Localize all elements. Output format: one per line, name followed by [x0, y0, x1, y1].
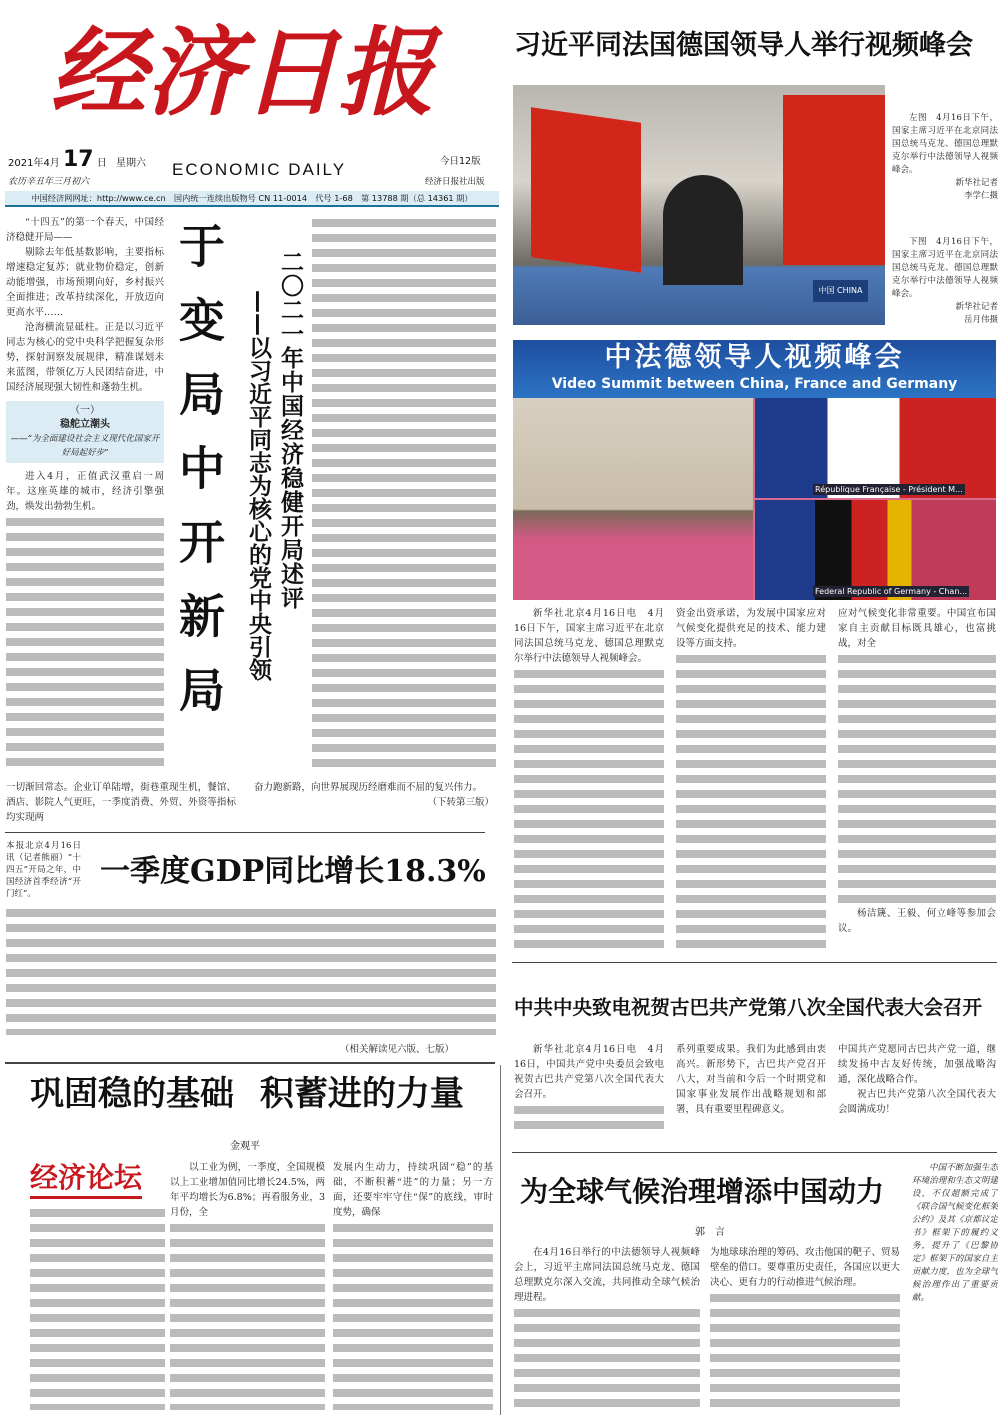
info-bar-text: 中国经济网网址：http://www.ce.cn 国内统一连续出版物号 CN 11-0014 代号 1-68 第 13788 期（总 14361 期）	[31, 193, 473, 203]
gdp-lead-text: 本报北京4月16日讯（记者熊丽）“十四五”开局之年，中国经济首季经济“开门红”。	[6, 841, 81, 899]
lead-paragraph: 剔除去年低基数影响，主要指标增速稳定复苏；就业物价稳定，创新动能增强，市场预期向好，乡村振兴全面推进；改革持续深化，开放迈向更高水平……	[6, 247, 164, 318]
cuba-headline: 中共中央致电祝贺古巴共产党第八次全国代表大会召开	[514, 996, 983, 1019]
forum-column-label: 经济论坛	[30, 1160, 142, 1199]
page-count: 今日12版	[440, 156, 481, 167]
climate-sidebar	[912, 1162, 998, 1412]
masthead-logo: 经济日报	[50, 16, 434, 129]
cuba-paragraph: 新华社北京4月16日电 4月16日，中国共产党中央委员会致电祝贺古巴共产党第八次全国代表大会召开。	[514, 1044, 664, 1100]
summit-attendees: 杨洁篪、王毅、何立峰等参加会议。	[838, 908, 996, 934]
summit-photo-2	[513, 340, 996, 600]
banner-subtitle: Video Summit between China, France and Germany	[551, 376, 958, 392]
germany-panel	[755, 500, 996, 600]
section-box	[6, 401, 164, 463]
divider	[5, 1062, 495, 1064]
forum-paragraph: 发展内生动力，持续巩固“稳”的基础，不断积蓄“进”的力量；另一方面，还要牢牢守住“保”的底线，审时度势，确保	[333, 1162, 493, 1218]
caption-credit: 新华社记者	[955, 302, 998, 312]
forum-paragraph: 以工业为例，一季度，全国规模以上工业增加值同比增长24.5%，两年平均增长为6.8%；再看服务业，3月份，全	[170, 1162, 325, 1218]
summit-headline: 习近平同法国德国领导人举行视频峰会	[514, 26, 996, 66]
forum-author: 金观平	[230, 1141, 260, 1152]
lead-paragraph: 进入4月，正值武汉重启一周年。这座英雄的城市，经济引擎强劲，焕发出勃勃生机。	[6, 471, 164, 512]
photo-caption-2	[892, 236, 998, 327]
climate-sidebar-text: 中国不断加强生态环境治理和生态文明建设，不仅超额完成了《联合国气候变化框架公约》及其《京都议定书》框架下的履约义务，提升了《巴黎协定》框架下的国家自主贡献力度，也为全球气候治理作出了重要贡献。	[912, 1163, 998, 1303]
climate-author: 郭言	[695, 1227, 735, 1238]
section-title: 稳舵立潮头	[60, 419, 110, 430]
photo-caption-1	[892, 112, 998, 203]
column-divider	[500, 1065, 501, 1415]
cuba-paragraph: 中国共产党愿同古巴共产党一道，继续发扬中古友好传统，加强战略沟通，深化战略合作。	[838, 1044, 996, 1085]
date-suffix: 日	[96, 158, 107, 169]
lead-paragraph: 沧海横流显砥柱。正是以习近平同志为核心的党中央科学把握复杂形势，探射洞察发展规律，精准谋划未来蓝图，带领亿万人民团结奋进，中国经济展现强大韧性和蓬勃生机。	[6, 322, 164, 393]
gdp-continued: （相关解读见六版、七版）	[340, 1044, 455, 1055]
body-text-lines	[6, 514, 164, 770]
body-text-lines	[514, 666, 664, 951]
summit-col-2	[676, 606, 826, 951]
nameplate: 中国 CHINA	[813, 280, 868, 302]
lead-intro: “十四五”的第一个春天，中国经济稳健开局——	[6, 217, 164, 243]
section-subtitle: ——“为全面建设社会主义现代化国家开好局起好步”	[10, 434, 160, 458]
weekday: 星期六	[116, 158, 146, 169]
label-france: République Française - Président M...	[815, 485, 963, 494]
divider	[5, 832, 485, 833]
climate-headline: 为全球气候治理增添中国动力	[520, 1175, 885, 1208]
forum-left-body	[30, 1205, 165, 1410]
divider	[512, 962, 997, 963]
banner-title: 中法德领导人视频峰会	[604, 342, 905, 373]
summit-col-1	[514, 606, 664, 951]
cuba-paragraph: 祝古巴共产党第八次全国代表大会圆满成功！	[838, 1089, 996, 1115]
caption-text: 下图 4月16日下午，国家主席习近平在北京同法国总统马克龙、德国总理默克尔举行中法德领导人视频峰会。	[892, 237, 998, 299]
speaker	[663, 175, 743, 285]
summit-photo-1	[513, 85, 885, 325]
climate-col-1	[514, 1245, 700, 1413]
summit-paragraph: 应对气候变化非常重要。中国宣布国家自主贡献目标既具雄心，也富挑战，对全	[838, 608, 996, 649]
caption-credit: 新华社记者	[955, 178, 998, 188]
cuba-col-1	[514, 1042, 664, 1142]
china-room	[513, 398, 753, 600]
forum-col-3	[333, 1160, 493, 1410]
summit-banner	[513, 340, 996, 398]
body-text-lines	[676, 651, 826, 951]
lunar-date: 农历辛丑年三月初六	[8, 177, 90, 187]
caption-credit: 李学仁摄	[963, 191, 998, 201]
flag-right	[783, 95, 885, 265]
caption-credit: 岳月伟摄	[963, 315, 998, 325]
summit-paragraph: 资金出资承诺，为发展中国家应对气候变化提供充足的技术、能力建设等方面支持。	[676, 608, 826, 649]
body-text-lines	[333, 1220, 493, 1410]
body-text-lines	[170, 1220, 325, 1410]
france-panel	[755, 398, 996, 498]
lead-right-columns	[312, 215, 496, 770]
flag-left	[531, 107, 641, 272]
section-number: （一）	[70, 405, 100, 416]
lead-left-column	[6, 215, 164, 770]
divider	[512, 1152, 997, 1153]
continued-note: （下转第三版）	[427, 797, 494, 808]
body-text-lines	[514, 1305, 700, 1413]
cuba-col-3	[838, 1042, 996, 1147]
summit-paragraph: 新华社北京4月16日电 4月16日下午，国家主席习近平在北京同法国总统马克龙、德国总理默克尔举行中法德领导人视频峰会。	[514, 608, 664, 664]
gdp-body	[6, 905, 496, 1035]
body-text-lines	[514, 1102, 664, 1132]
gdp-lead	[6, 840, 81, 900]
climate-paragraph: 为地球球治理的筹码、攻击他国的靶子、贸易壁垒的借口。要尊重历史责任，各国应以更大决心、更有力的行动推进气候治理。	[710, 1247, 900, 1288]
publisher: 经济日报社出版	[425, 177, 485, 187]
climate-col-2	[710, 1245, 900, 1413]
cuba-col-2	[676, 1042, 826, 1147]
lead-paragraph: 一切渐回常态。企业订单陆增，街巷重现生机，餐馆、酒店、影院人气更旺，一季度消费、外贸、外资等指标均实现两	[6, 782, 236, 823]
body-text-lines	[838, 651, 996, 906]
climate-paragraph: 在4月16日举行的中法德领导人视频峰会上，习近平主席同法国总统马克龙、德国总理默克尔深入交流，共同推动全球气候治理进程。	[514, 1247, 700, 1303]
caption-text: 左图 4月16日下午，国家主席习近平在北京同法国总统马克龙、德国总理默克尔举行中法德领导人视频峰会。	[892, 113, 998, 175]
info-bar	[5, 191, 499, 207]
english-title: ECONOMIC DAILY	[172, 160, 347, 179]
date-line	[8, 148, 146, 176]
forum-headline: 巩固稳的基础 积蓄进的力量	[30, 1074, 464, 1114]
lead-bottom-text	[6, 780, 496, 828]
summit-col-3	[838, 606, 996, 951]
lead-paragraph: 奋力跑新路，向世界展现历经磨难而不屈的复兴伟力。	[254, 782, 483, 793]
date-prefix: 2021年4月	[8, 158, 60, 169]
body-text-lines	[710, 1290, 900, 1410]
date-day: 17	[63, 147, 94, 172]
lead-vertical-title: 于变局中开新局	[172, 222, 226, 740]
gdp-headline: 一季度GDP同比增长18.3%	[100, 854, 486, 889]
lead-subtitle-2: ——以习近平同志为核心的党中央引领	[245, 290, 271, 681]
label-germany: Federal Republic of Germany - Chan...	[815, 587, 968, 596]
forum-col-2	[170, 1160, 325, 1410]
cuba-paragraph: 系列重要成果。我们为此感到由衷高兴。新形势下，古巴共产党召开八大，对当前和今后一个时期党和国家事业发展作出战略规划和部署，具有重要里程碑意义。	[676, 1044, 826, 1115]
lead-subtitle: 二〇二一年中国经济稳健开局述评	[277, 250, 303, 610]
